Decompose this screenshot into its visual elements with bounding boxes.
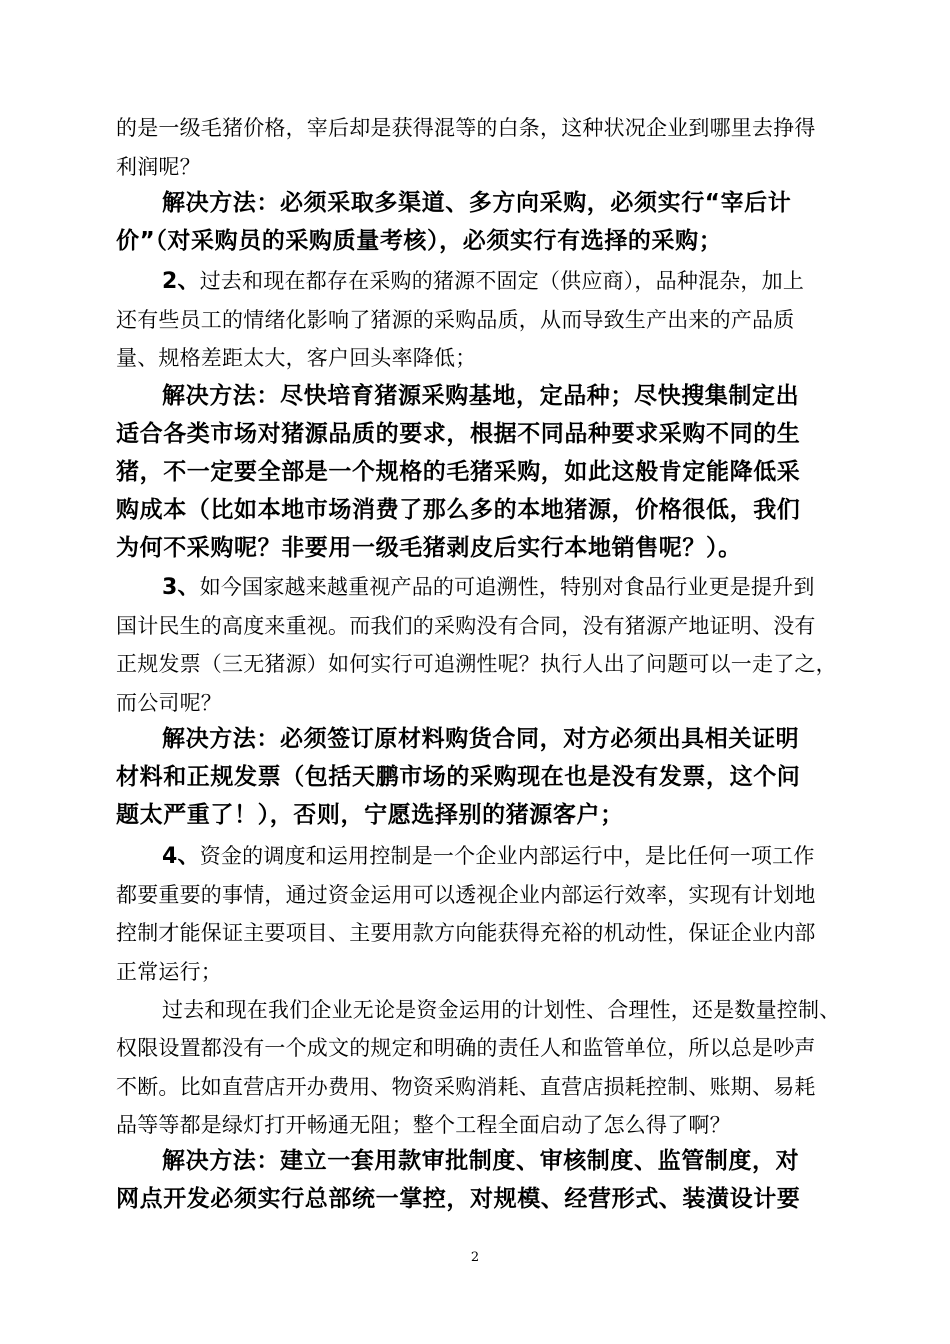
text-line: 正常运行； xyxy=(116,960,222,984)
text-line: 过去和现在我们企业无论是资金运用的计划性、合理性，还是数量控制、 xyxy=(162,998,841,1022)
page-number: 2 xyxy=(470,1250,480,1265)
item-number: 4、 xyxy=(162,844,200,869)
text-line: 不断。比如直营店开办费用、物资采购消耗、直营店损耗控制、账期、易耗 xyxy=(116,1075,816,1099)
text-line: 正规发票（三无猪源）如何实行可追溯性呢？执行人出了问题可以一走了之， xyxy=(116,652,837,676)
text-line: 控制才能保证主要项目、主要用款方向能获得充裕的机动性，保证企业内部 xyxy=(116,921,816,945)
text-line: 利润呢？ xyxy=(116,155,201,179)
numbered-paragraph-4 xyxy=(162,841,852,872)
solution-text-line: 网点开发必须实行总部统一掌控，对规模、经营形式、装潢设计要 xyxy=(116,1186,801,1212)
text-line: 的是一级毛猪价格，宰后却是获得混等的白条，这种状况企业到哪里去挣得 xyxy=(116,116,816,140)
solution-text-line: 适合各类市场对猪源品质的要求，根据不同品种要求采购不同的生 xyxy=(116,421,801,447)
text-line: 而公司呢？ xyxy=(116,691,222,715)
solution-heading-line: 解决方法：必须签订原材料购货合同，对方必须出具相关证明 xyxy=(162,726,800,752)
text-line: 如今国家越来越重视产品的可追溯性，特别对食品行业更是提升到 xyxy=(199,575,815,599)
text-line: 过去和现在都存在采购的猪源不固定（供应商），品种混杂，加上 xyxy=(199,269,805,293)
text-line: 量、规格差距太大，客户回头率降低； xyxy=(116,346,477,370)
solution-text-line: 题太严重了！），否则，宁愿选择别的猪源客户； xyxy=(116,802,624,828)
solution-heading-line: 解决方法：建立一套用款审批制度、审核制度、监管制度，对 xyxy=(162,1148,800,1174)
text-line: 资金的调度和运用控制是一个企业内部运行中，是比任何一项工作 xyxy=(199,844,815,868)
numbered-paragraph-3 xyxy=(162,572,852,603)
solution-text-line: 价”（对采购员的采购质量考核），必须实行有选择的采购； xyxy=(116,228,723,254)
solution-text-line: 购成本（比如本地市场消费了那么多的本地猪源，价格很低，我们 xyxy=(116,497,801,523)
item-number: 3、 xyxy=(162,575,200,600)
solution-text-line: 材料和正规发票（包括天鹏市场的采购现在也是没有发票，这个问 xyxy=(116,764,801,790)
solution-text-line: 为何不采购呢？非要用一级毛猪剥皮后实行本地销售呢？）。 xyxy=(116,535,742,561)
text-line: 品等等都是绿灯打开畅通无阻；整个工程全面启动了怎么得了啊？ xyxy=(116,1113,731,1137)
text-line: 还有些员工的情绪化影响了猪源的采购品质，从而导致生产出来的产品质 xyxy=(116,308,795,332)
text-line: 都要重要的事情，通过资金运用可以透视企业内部运行效率，实现有计划地 xyxy=(116,883,816,907)
item-number: 2、 xyxy=(162,269,200,294)
solution-heading-line: 解决方法：必须采取多渠道、多方向采购，必须实行“宰后计 xyxy=(162,190,792,216)
solution-heading-line: 解决方法：尽快培育猪源采购基地，定品种；尽快搜集制定出 xyxy=(162,383,800,409)
text-line: 权限设置都没有一个成文的规定和明确的责任人和监管单位，所以总是吵声 xyxy=(116,1036,816,1060)
numbered-paragraph-2 xyxy=(162,266,852,297)
solution-text-line: 猪，不一定要全部是一个规格的毛猪采购，如此这般肯定能降低采 xyxy=(116,459,801,485)
text-line: 国计民生的高度来重视。而我们的采购没有合同，没有猪源产地证明、没有 xyxy=(116,614,816,638)
